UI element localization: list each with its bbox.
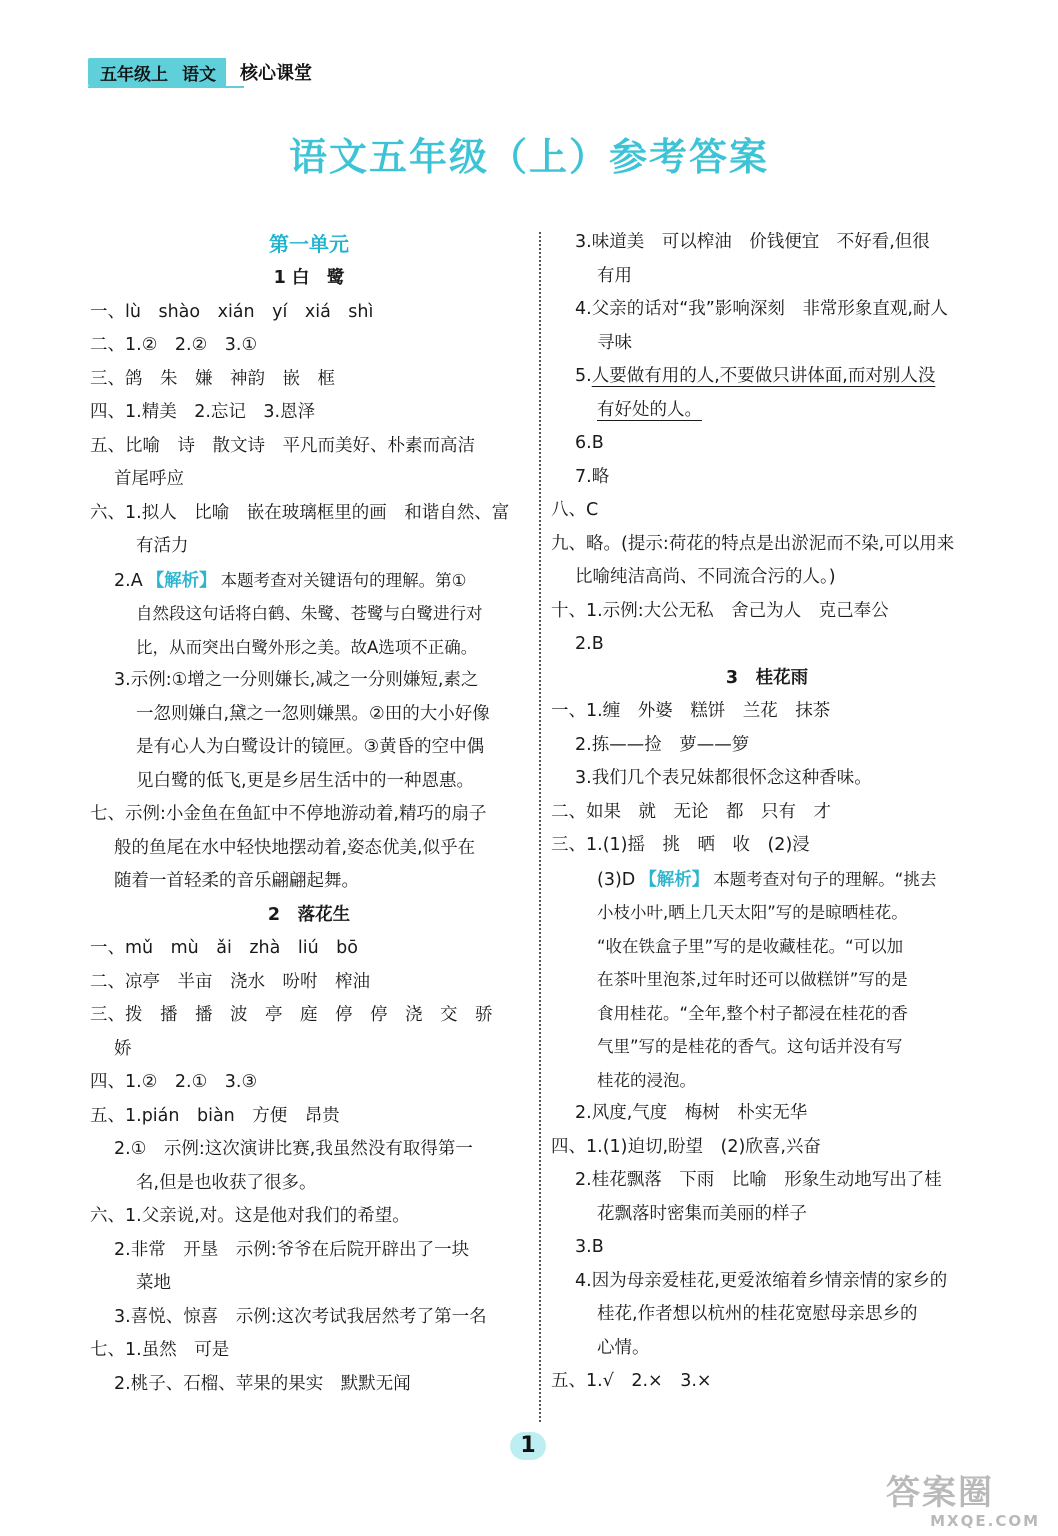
answer-text: 本题考查对句子的理解。“挑去 xyxy=(713,869,937,889)
answer-line: 3.味道美 可以榨油 价钱便宜 不好看,但很 xyxy=(575,232,930,252)
answer-line: 三、1.(1)摇 挑 晒 收 (2)浸 xyxy=(551,835,810,855)
answer-line: 菜地 xyxy=(136,1273,171,1293)
answer-line: 娇 xyxy=(114,1038,132,1059)
answer-line: 四、1.精美 2.忘记 3.恩泽 xyxy=(90,402,316,422)
answer-line: 桂花,作者想以杭州的桂花宽慰母亲思乡的 xyxy=(597,1304,918,1324)
answer-line: 八、C xyxy=(551,500,599,520)
left-column xyxy=(90,226,528,1401)
answer-line: 六、1.父亲说,对。这是他对我们的希望。 xyxy=(90,1206,410,1226)
lesson-heading: 3 桂花雨 xyxy=(725,667,809,688)
answer-line: 7.略 xyxy=(575,466,610,487)
answer-line: 五、1.pián biàn 方便 昂贵 xyxy=(90,1105,340,1126)
answer-line: 2.桃子、石榴、苹果的果实 默默无闻 xyxy=(114,1373,411,1394)
answer-line: 3.示例:①增之一分则嫌长,减之一分则嫌短,素之 xyxy=(114,670,479,690)
answer-line: 有活力 xyxy=(136,536,189,556)
answer-line: 二、1.② 2.② 3.① xyxy=(90,335,258,355)
answer-line: 4.父亲的话对“我”影响深刻 非常形象直观,耐人 xyxy=(575,299,948,319)
header-tag xyxy=(88,58,312,86)
answer-line: 桂花的浸泡。 xyxy=(597,1070,696,1090)
answer-line: 名,但是也收获了很多。 xyxy=(136,1172,317,1193)
answer-line xyxy=(551,863,983,897)
answer-line: 2.拣——捡 萝——箩 xyxy=(575,734,750,755)
answer-line: 2.桂花飘落 下雨 比喻 形象生动地写出了桂 xyxy=(575,1170,942,1190)
answer-line: 随着一首轻柔的音乐翩翩起舞。 xyxy=(114,871,359,891)
answer-line: 般的鱼尾在水中轻快地摆动着,姿态优美,似乎在 xyxy=(114,837,476,858)
page-title: 语文五年级（上）参考答案 xyxy=(288,135,769,179)
answer-line: 食用桂花。“全年,整个村子都浸在桂花的香 xyxy=(597,1003,908,1023)
answer-line: 见白鹭的低飞,更是乡居生活中的一种恩惠。 xyxy=(136,770,475,791)
answer-line: 十、1.示例:大公无私 舍己为人 克己奉公 xyxy=(551,600,889,621)
answer-number: 2.A xyxy=(114,570,143,591)
answer-line: 七、示例:小金鱼在鱼缸中不停地游动着,精巧的扇子 xyxy=(90,804,487,824)
lesson-heading: 2 落花生 xyxy=(267,904,351,925)
answer-line: 五、比喻 诗 散文诗 平凡而美好、朴素而高洁 xyxy=(90,435,475,456)
analysis-label: 【解析】 xyxy=(146,570,217,591)
column-divider xyxy=(539,232,541,1422)
answer-line: 五、1.√ 2.× 3.× xyxy=(551,1371,712,1391)
answer-line: 比，从而突出白鹭外形之美。故A选项不正确。 xyxy=(136,637,478,657)
answer-number: 5. xyxy=(575,366,592,386)
answer-line: 3.B xyxy=(575,1237,604,1257)
unit-heading: 第一单元 xyxy=(269,232,349,256)
answer-line: “收在铁盒子里”写的是收藏桂花。“可以加 xyxy=(597,936,904,956)
answer-line: 3.我们几个表兄妹都很怀念这种香味。 xyxy=(575,768,872,788)
answer-line: 花飘落时密集而美丽的样子 xyxy=(597,1203,807,1224)
answer-line: 四、1.② 2.① 3.③ xyxy=(90,1072,258,1092)
answer-number: (3)D xyxy=(597,869,636,890)
answer-line: 二、凉亭 半亩 浇水 吩咐 榨油 xyxy=(90,971,370,992)
answer-line: 一、mǔ mù ǎi zhà liú bō xyxy=(90,938,358,958)
answer-line: 2.风度,气度 梅树 朴实无华 xyxy=(575,1103,808,1123)
answer-text: 有好处的人。 xyxy=(597,399,702,420)
subject-label: 语文 xyxy=(182,64,216,85)
answer-line: 6.B xyxy=(575,433,604,453)
watermark xyxy=(886,1474,1046,1528)
answer-line: 二、如果 就 无论 都 只有 才 xyxy=(551,801,831,822)
lesson-heading: 1 白 鹭 xyxy=(273,268,345,288)
answer-line xyxy=(551,394,983,428)
answer-line: 在茶叶里泡茶,过年时还可以做糕饼”写的是 xyxy=(597,970,908,989)
answer-line: 一忽则嫌白,黛之一忽则嫌黑。②田的大小好像 xyxy=(136,703,490,724)
answer-line: 是有心人为白鹭设计的镜匣。③黄昏的空中偶 xyxy=(136,737,485,757)
answer-line: 三、鸽 朱 嫌 神韵 嵌 框 xyxy=(90,368,335,389)
answer-line: 一、1.缠 外婆 糕饼 兰花 抹茶 xyxy=(551,701,831,721)
header-underline xyxy=(88,86,244,88)
watermark-url: MXQE.COM xyxy=(930,1512,1040,1530)
answer-line: 4.因为母亲爱桂花,更爱浓缩着乡情亲情的家乡的 xyxy=(575,1270,948,1291)
answer-line: 气里”写的是桂花的香气。这句话并没有写 xyxy=(597,1037,903,1056)
right-column xyxy=(551,226,983,1399)
answer-line: 寻味 xyxy=(597,332,632,353)
answer-line: 2.B xyxy=(575,634,604,654)
answer-line: 2.① 示例:这次演讲比赛,我虽然没有取得第一 xyxy=(114,1139,473,1159)
answer-line: 比喻纯洁高尚、不同流合污的人。) xyxy=(575,567,836,587)
answer-line xyxy=(90,564,528,598)
answer-line: 心情。 xyxy=(597,1337,650,1358)
answer-text: 人要做有用的人,不要做只讲体面,而对别人没 xyxy=(591,366,936,386)
watermark-logo: 答案圈 xyxy=(886,1473,994,1513)
answer-line: 小枝小叶,晒上几天太阳”写的是晾晒桂花。 xyxy=(597,903,908,922)
answer-line: 六、1.拟人 比喻 嵌在玻璃框里的画 和谐自然、富 xyxy=(90,502,510,523)
analysis-label: 【解析】 xyxy=(639,869,710,890)
answer-line: 九、略。(提示:荷花的特点是出淤泥而不染,可以用来 xyxy=(551,533,955,554)
answer-line xyxy=(551,360,983,394)
brand-label: 核心课堂 xyxy=(240,63,312,84)
answer-line: 一、lù shào xián yí xiá shì xyxy=(90,301,374,322)
grade-subject-tag xyxy=(88,58,226,86)
answer-line: 三、拨 播 播 波 亭 庭 停 停 浇 交 骄 xyxy=(90,1005,493,1025)
answer-line: 有用 xyxy=(597,265,632,286)
page-number: 1 xyxy=(510,1432,546,1460)
answer-line: 七、1.虽然 可是 xyxy=(90,1340,230,1360)
answer-line: 3.喜悦、惊喜 示例:这次考试我居然考了第一名 xyxy=(114,1306,487,1327)
answer-line: 首尾呼应 xyxy=(114,469,184,489)
answer-line: 2.非常 开垦 示例:爷爷在后院开辟出了一块 xyxy=(114,1239,470,1260)
grade-label: 五年级上 xyxy=(100,64,168,85)
answer-line: 自然段这句话将白鹤、朱鹭、苍鹭与白鹭进行对 xyxy=(136,604,483,623)
answer-text: 本题考查对关键语句的理解。第① xyxy=(220,570,467,590)
answer-line: 四、1.(1)迫切,盼望 (2)欣喜,兴奋 xyxy=(551,1136,821,1157)
